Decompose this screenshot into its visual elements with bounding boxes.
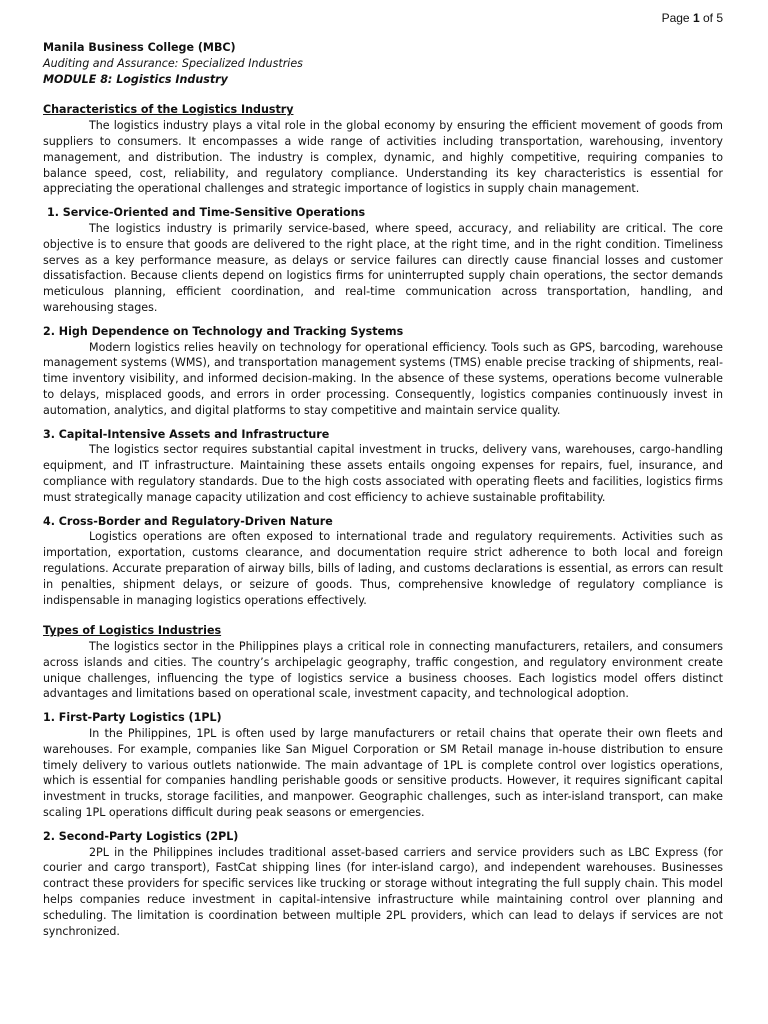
type-1pl-text: In the Philippines, 1PL is often used by large manufacturers or retail chains that operate their own fleets and warehouses. For example, companies like San Miguel Corporation or SM Retail manage in-house distribution to ensure timely delivery to various outlets nationwide. The main advantage of 1PL is complete control over logistics operations, which is essential for companies handling perishable goods or sensitive products. However, it requires significant capital investment in trucks, storage facilities, and manpower. Geographic challenges, such as inter-island transport, can make scaling 1PL operations difficult during peak seasons or emergencies. [43, 727, 723, 820]
characteristic-3-heading: 3. Capital-Intensive Assets and Infrastructure [43, 427, 330, 441]
characteristic-2-text: Modern logistics relies heavily on technology for operational efficiency. Tools such as GPS, barcoding, warehouse management systems (WMS), and transportation management systems (TMS) enable precise tracking of shipments, real-time inventory visibility, and informed decision-making. In the absence of these systems, operations become vulnerable to delays, misplaced goods, and errors in order processing. Consequently, logistics companies continuously invest in automation, analytics, and digital platforms to stay competitive and maintain service quality. [43, 340, 723, 417]
characteristics-intro: The logistics industry plays a vital role in the global economy by ensuring the efficient movement of goods from suppliers to consumers. It encompasses a wide range of activities including transportation, warehousing, inventory management, and distribution. The industry is complex, dynamic, and highly competitive, requiring companies to balance speed, cost, reliability, and regulatory compliance. Understanding its key characteristics is essential for appreciating the operational challenges and strategic importance of logistics in supply chain management. [43, 119, 723, 196]
page-total: 5 [716, 11, 723, 25]
type-2pl-heading: 2. Second-Party Logistics (2PL) [43, 829, 239, 843]
page-sep: of [699, 11, 717, 25]
page-prefix: Page [661, 11, 693, 25]
characteristic-3-text: The logistics sector requires substantial capital investment in trucks, delivery vans, warehouses, cargo-handling equipment, and IT infrastructure. Maintaining these assets entails ongoing expenses for repairs, fuel, insurance, and compliance with regulatory standards. Due to the high costs associated with operating fleets and facilities, logistics firms must strategically manage capacity utilization and cost efficiency to achieve sustainable profitability. [43, 443, 723, 504]
characteristic-1-text: The logistics industry is primarily service-based, where speed, accuracy, and reliability are critical. The core objective is to ensure that goods are delivered to the right place, at the right time, and in the right condition. Timeliness serves as a key performance measure, as delays or service failures can directly cause financial losses and customer dissatisfaction. Because clients depend on logistics firms for uninterrupted supply chain operations, the sector demands meticulous planning, efficient coordination, and real-time communication across transportation, handling, and warehousing stages. [43, 221, 723, 314]
page-number [662, 11, 723, 25]
type-1pl-heading: 1. First-Party Logistics (1PL) [43, 711, 222, 725]
characteristic-4-heading: 4. Cross-Border and Regulatory-Driven Nature [43, 514, 333, 528]
types-heading: Types of Logistics Industries [43, 624, 222, 638]
module-title: MODULE 8: Logistics Industry [43, 72, 228, 86]
course-title: Auditing and Assurance: Specialized Industries [43, 56, 303, 70]
school-name: Manila Business College (MBC) [43, 41, 236, 54]
document-body [43, 40, 723, 939]
characteristic-2-heading: 2. High Dependence on Technology and Tracking Systems [43, 324, 404, 338]
characteristic-1-heading: 1. Service-Oriented and Time-Sensitive Operations [47, 206, 366, 220]
type-2pl-text: 2PL in the Philippines includes traditional asset-based carriers and service providers such as LBC Express (for courier and cargo transport), FastCat shipping lines (for inter-island cargo), and independent warehouses. Businesses contract these providers for specific services like trucking or storage without integrating the full supply chain. This model helps companies reduce investment in capital-intensive infrastructure while maintaining control over planning and scheduling. The limitation is coordination between multiple 2PL providers, which can lead to delays if services are not synchronized. [43, 845, 723, 938]
page-current: 1 [692, 11, 700, 25]
characteristics-heading: Characteristics of the Logistics Industry [43, 103, 294, 117]
types-intro: The logistics sector in the Philippines plays a critical role in connecting manufacturers, retailers, and consumers across islands and cities. The country’s archipelagic geography, traffic congestion, and regulatory environment create unique challenges, influencing the type of logistics service a business chooses. Each logistics model offers distinct advantages and limitations based on operational scale, investment capacity, and technological adoption. [43, 640, 723, 701]
characteristic-4-text: Logistics operations are often exposed to international trade and regulatory requirements. Activities such as importation, exportation, customs clearance, and documentation require strict adherence to both local and foreign regulations. Accurate preparation of airway bills, bills of lading, and customs declarations is essential, as errors can result in penalties, shipment delays, or seizure of goods. Thus, comprehensive knowledge of regulatory compliance is indispensable in managing logistics operations effectively. [43, 530, 723, 607]
